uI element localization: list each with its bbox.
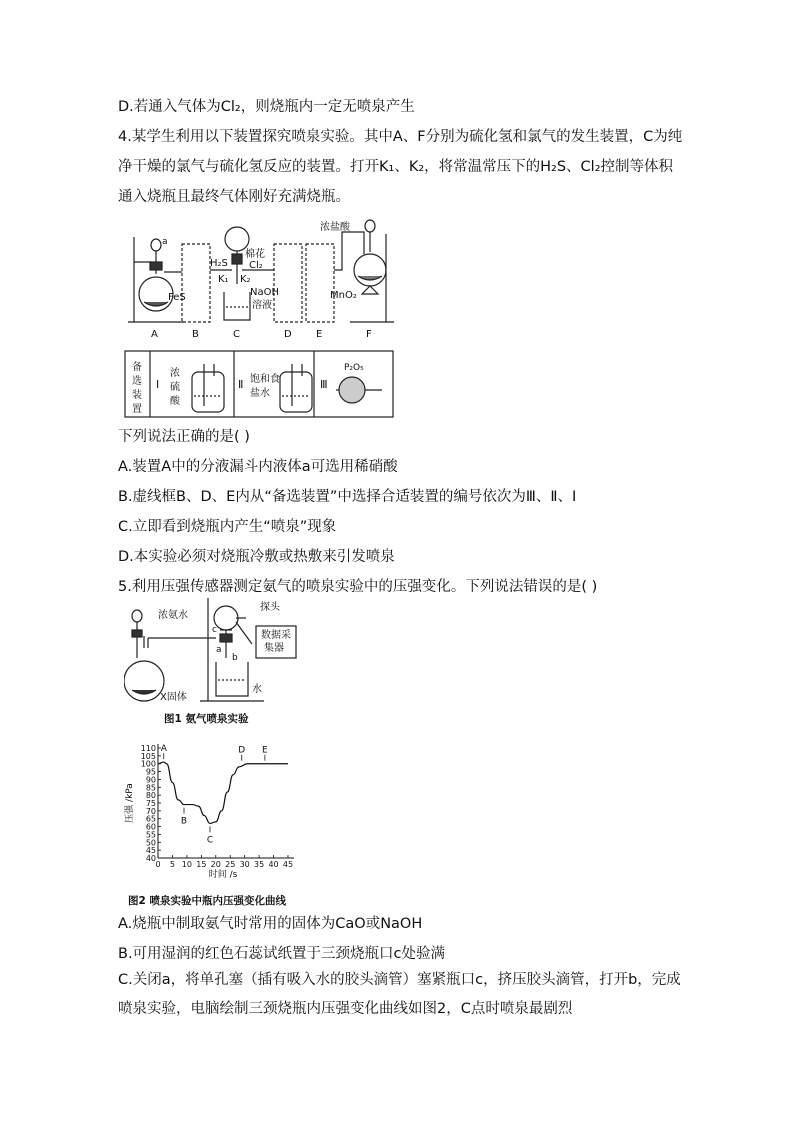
y-tick-label: 55 (145, 830, 156, 840)
y-tick-label: 50 (145, 838, 156, 848)
y-tick-label: 80 (145, 791, 156, 801)
annotation-point-a: A (160, 744, 167, 755)
label-probe: 探头 (260, 602, 280, 613)
header-char-4: 置 (132, 404, 142, 415)
label-naoh: NaOH (250, 287, 279, 298)
y-tick-label: 65 (145, 814, 156, 824)
box-label-a: A (151, 329, 158, 340)
y-tick-label: 90 (145, 775, 156, 785)
apparatus-figure (124, 212, 394, 344)
header-char-2: 选 (132, 376, 142, 387)
x-axis-label: 时间 /s (208, 870, 238, 880)
y-tick-label: 85 (145, 783, 156, 793)
q4-stem-line1: 4.某学生利用以下装置探究喷泉实验。其中A、F分别为硫化氢和氯气的发生装置，C为纯 (118, 129, 683, 145)
header-char-3: 装 (132, 390, 142, 401)
x-tick-label: 15 (196, 860, 207, 869)
y-tick-label: 60 (145, 822, 156, 832)
option-3-label: P₂O₅ (344, 363, 364, 373)
q5-option-a: A.烧瓶中制取氨气时常用的固体为CaO或NaOH (118, 916, 423, 932)
figure-2-caption: 图2 喷泉实验中瓶内压强变化曲线 (128, 895, 286, 907)
label-b: b (232, 653, 238, 663)
label-cl2: Cl₂ (249, 260, 263, 271)
q4-option-a: A.装置A中的分液漏斗内液体a可选用稀硝酸 (118, 459, 398, 475)
y-tick-label: 45 (145, 846, 156, 856)
annotation-point-b: B (180, 816, 188, 827)
q3-option-d: D.若通入气体为Cl₂，则烧瓶内一定无喷泉产生 (118, 99, 415, 115)
collector-line-1: 数据采 (261, 630, 291, 641)
figure-1-caption: 图1 氨气喷泉实验 (164, 713, 249, 725)
label-c: c (212, 625, 217, 635)
option-1-char-1: 浓 (170, 368, 180, 379)
label-a: a (162, 237, 168, 247)
option-2-line-1: 饱和食 (250, 374, 280, 385)
y-tick-label: 100 (140, 759, 156, 769)
y-axis-label: 压强 /kPa (125, 783, 135, 823)
annotation-point-d: D (238, 745, 246, 756)
x-tick-label: 45 (282, 860, 294, 869)
q4-option-b: B.虚线框B、D、E内从“备选装置”中选择合适装置的编号依次为Ⅲ、Ⅱ、Ⅰ (118, 489, 577, 505)
x-tick-label: 20 (210, 860, 221, 869)
x-tick-label: 35 (254, 860, 265, 869)
option-1-char-3: 酸 (170, 396, 180, 407)
x-tick-label: 5 (169, 860, 175, 869)
ammonia-fountain-figure (124, 596, 304, 708)
y-tick-label: 40 (145, 854, 156, 863)
y-tick-label: 110 (140, 744, 156, 753)
y-tick-label: 95 (145, 767, 156, 777)
box-label-e: E (316, 329, 323, 340)
y-tick-label: 75 (145, 799, 156, 808)
option-2-line-2: 盐水 (250, 388, 270, 399)
x-origin-label: 0 (155, 860, 161, 869)
q4-stem-line2: 净干燥的氯气与硫化氢反应的装置。打开K₁、K₂，将常温常压下的H₂S、Cl₂控制等体积 (118, 159, 674, 175)
option-1-char-2: 硫 (170, 382, 180, 393)
box-label-d: D (284, 329, 292, 340)
label-cotton: 棉花 (245, 249, 265, 260)
y-tick-label: 70 (145, 806, 156, 816)
label-k1: K₁ (218, 274, 229, 285)
label-fes: FeS (168, 292, 186, 303)
box-label-b: B (192, 329, 199, 340)
q5-stem: 5.利用压强传感器测定氨气的喷泉实验中的压强变化。下列说法错误的是( ) (118, 579, 598, 595)
label-h2s: H₂S (210, 258, 228, 269)
option-2-number: Ⅱ (238, 378, 244, 391)
option-1-number: Ⅰ (156, 378, 160, 391)
x-tick-label: 30 (239, 860, 250, 869)
q4-option-c: C.立即看到烧瓶内产生“喷泉”现象 (118, 519, 337, 535)
q5-option-c-line2: 喷泉实验，电脑绘制三颈烧瓶内压强变化曲线如图2，C点时喷泉最剧烈 (118, 1001, 573, 1017)
q5-option-b: B.可用湿润的红色石蕊试纸置于三颈烧瓶口c处验满 (118, 946, 446, 962)
pressure-curve (158, 762, 288, 823)
header-char-1: 备 (132, 362, 142, 373)
collector-line-2: 集器 (264, 643, 284, 654)
label-x-solid: X固体 (160, 692, 187, 703)
backup-apparatus-table (124, 350, 394, 420)
box-label-f: F (366, 329, 372, 340)
q4-option-d: D.本实验必须对烧瓶冷敷或热敷来引发喷泉 (118, 549, 395, 565)
x-tick-label: 40 (268, 860, 279, 869)
option-3-number: Ⅲ (320, 378, 328, 391)
annotation-point-c: C (206, 835, 214, 846)
y-tick-label: 105 (140, 751, 156, 761)
x-tick-label: 25 (225, 860, 236, 869)
q4-stem-line3: 通入烧瓶且最终气体刚好充满烧瓶。 (118, 189, 350, 205)
label-a: a (216, 645, 222, 655)
pressure-curve-chart (118, 740, 308, 892)
annotation-point-e: E (262, 745, 268, 756)
box-label-c: C (233, 329, 240, 340)
q5-option-c-line1: C.关闭a，将单孔塞（插有吸入水的胶头滴管）塞紧瓶口c，挤压胶头滴管，打开b，完成 (118, 972, 681, 988)
label-solution: 溶液 (252, 300, 272, 311)
label-conc-hcl: 浓盐酸 (320, 222, 350, 233)
label-k2: K₂ (240, 274, 251, 285)
label-water: 水 (252, 684, 262, 695)
label-mno2: MnO₂ (330, 290, 357, 301)
q4-question: 下列说法正确的是( ) (118, 429, 250, 445)
label-ammonia: 浓氨水 (158, 610, 188, 621)
x-tick-label: 10 (181, 860, 192, 869)
